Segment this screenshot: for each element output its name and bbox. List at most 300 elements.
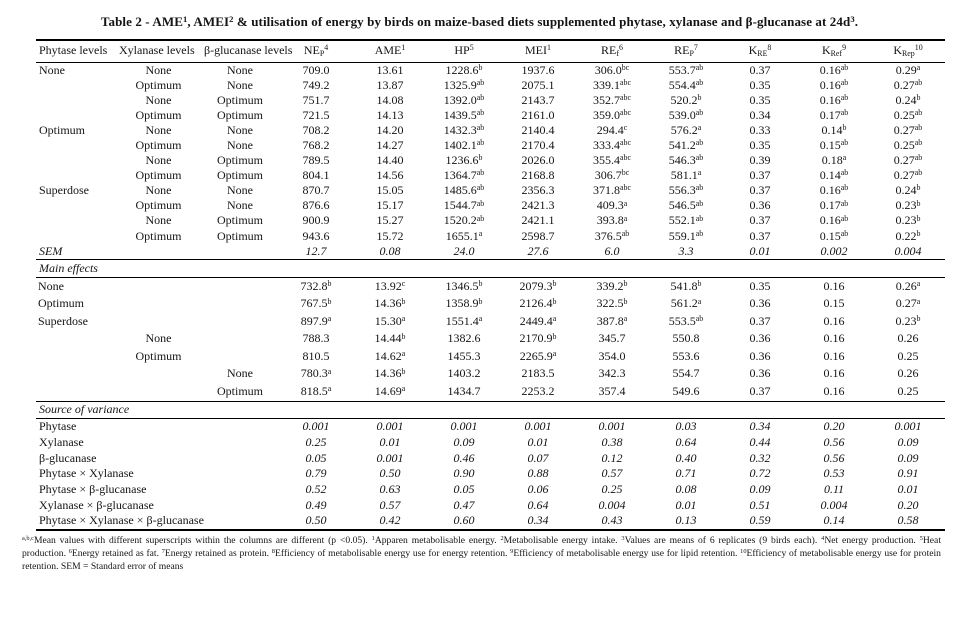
section-row-main-effects: [36, 260, 945, 278]
table-cell: 0.23$^b$: [895, 213, 921, 228]
table-cell: 0.53: [823, 466, 845, 481]
table-cell: None: [145, 92, 172, 107]
table-cell: 709.0: [302, 62, 330, 77]
row-label: [36, 153, 116, 168]
table-cell: 553.6: [672, 348, 700, 363]
table-cell: 0.56: [823, 450, 845, 465]
table-cell: 0.17$^{ab}$: [819, 198, 849, 213]
table-cell: 0.14$^{ab}$: [819, 168, 849, 183]
table-cell: 14.44$^b$: [374, 331, 406, 346]
table-cell: 0.36: [749, 331, 771, 346]
table-cell: None: [145, 153, 172, 168]
table-cell: None: [227, 137, 253, 152]
table-cell: None: [227, 198, 253, 213]
table-cell: 1485.6$^{ab}$: [443, 183, 485, 198]
table-cell: 768.2: [302, 137, 330, 152]
table-title: Table 2 - AME$^1$, AMEI$^2$ & utilisation of energy by birds on maize-based diets supplemented phytase, xylanase and β-glucanase at $24d^3$.: [100, 13, 859, 29]
column-header-levels: Xylanase levels: [116, 40, 201, 62]
table-cell: 0.09: [897, 435, 919, 450]
sem-row: [36, 244, 945, 260]
row-label: β-glucanase: [39, 450, 97, 465]
table-cell: 0.16$^{ab}$: [819, 77, 849, 92]
table-cell: 0.25: [305, 435, 327, 450]
table-cell: 352.7$^{abc}$: [593, 92, 631, 107]
column-header: $RE_P^7$: [649, 40, 723, 62]
table-cell: 0.39: [749, 153, 771, 168]
table-cell: 371.8$^{abc}$: [593, 183, 631, 198]
table-cell: 751.7: [302, 92, 330, 107]
table-row: [36, 348, 945, 366]
table-cell: 553.5$^{ab}$: [668, 313, 704, 328]
table-cell: 14.56: [376, 168, 404, 183]
table-cell: 1551.4$^a$: [445, 313, 483, 328]
table-cell: 0.08: [379, 243, 401, 258]
table-cell: 306.7$^{bc}$: [594, 168, 630, 183]
row-label: Xylanase: [39, 435, 84, 450]
table-cell: 0.42: [379, 513, 401, 528]
table-row: [36, 482, 945, 498]
table-cell: 0.13: [675, 513, 697, 528]
table-cell: 333.4$^{abc}$: [593, 137, 631, 152]
row-label: Superdose: [39, 183, 89, 198]
table-cell: 0.16: [823, 331, 845, 346]
column-header: $K_{Ref}^9$: [797, 40, 871, 62]
table-cell: [116, 296, 201, 314]
table-cell: 0.16$^{ab}$: [819, 92, 849, 107]
table-cell: 0.37: [749, 228, 771, 243]
table-cell: 943.6: [302, 228, 330, 243]
table-cell: 0.01: [379, 435, 401, 450]
column-header-levels: β-glucanase levels: [201, 40, 279, 62]
table-cell: 1358.9$^b$: [445, 296, 483, 311]
row-label: None: [39, 62, 65, 77]
table-cell: 0.05: [305, 450, 327, 465]
table-cell: 0.27$^{ab}$: [893, 153, 923, 168]
table-cell: 1403.2: [447, 366, 481, 381]
table-cell: 14.36$^b$: [374, 296, 406, 311]
table-cell: 0.16: [823, 366, 845, 381]
table-cell: 0.35: [749, 92, 771, 107]
table-cell: 15.27: [376, 213, 404, 228]
column-header: $RE_f^6$: [575, 40, 649, 62]
table-cell: 2143.7: [521, 92, 555, 107]
row-label: Phytase × Xylanase: [39, 466, 134, 481]
table-cell: 0.57: [601, 466, 623, 481]
table-cell: 0.26$^a$: [895, 278, 921, 293]
table-cell: 2265.9$^a$: [519, 348, 557, 363]
table-cell: 900.9: [302, 213, 330, 228]
table-cell: 0.09: [897, 450, 919, 465]
table-cell: 0.25: [897, 348, 919, 363]
row-label: None: [38, 278, 64, 293]
table-cell: 322.5$^b$: [596, 296, 628, 311]
table-cell: 0.01: [749, 243, 771, 258]
column-header: AME$^1$: [353, 40, 427, 62]
table-cell: 13.92$^c$: [374, 278, 406, 293]
table-cell: 15.17: [376, 198, 404, 213]
table-cell: 0.37: [749, 383, 771, 398]
row-label: [36, 108, 116, 123]
row-label: [36, 214, 116, 229]
column-header-levels: Phytase levels: [36, 40, 116, 62]
table-cell: 0.71: [675, 466, 697, 481]
row-label: [36, 331, 116, 349]
table-cell: 1236.6$^b$: [445, 153, 483, 168]
table-cell: 0.40: [675, 450, 697, 465]
table-cell: [201, 348, 279, 366]
table-cell: 0.44: [749, 435, 771, 450]
table-cell: 359.0$^{abc}$: [593, 107, 631, 122]
table-cell: 550.8: [672, 331, 700, 346]
table-row: [36, 169, 945, 184]
table-cell: 14.20: [376, 122, 404, 137]
table-cell: 0.001: [524, 419, 552, 434]
table-cell: 1432.3$^{ab}$: [443, 122, 485, 137]
table-cell: 0.34: [527, 513, 549, 528]
table-cell: 0.16: [823, 348, 845, 363]
table-cell: 0.15$^{ab}$: [819, 137, 849, 152]
table-cell: Optimum: [135, 107, 182, 122]
table-row: [36, 278, 945, 296]
table-cell: 541.8$^b$: [670, 278, 702, 293]
table-cell: Optimum: [135, 348, 182, 363]
row-label: Xylanase × β-glucanase: [39, 497, 154, 512]
table-cell: 1544.7$^{ab}$: [443, 198, 485, 213]
table-cell: 0.59: [749, 513, 771, 528]
table-cell: 556.3$^{ab}$: [668, 183, 704, 198]
table-cell: 0.15$^{ab}$: [819, 228, 849, 243]
column-header: $K_{RE}^8$: [723, 40, 797, 62]
table-cell: Optimum: [135, 77, 182, 92]
row-label: Phytase: [39, 419, 77, 434]
row-label: [36, 383, 116, 401]
table-cell: 0.36: [749, 198, 771, 213]
table-cell: 15.30$^a$: [374, 313, 406, 328]
row-label: SEM: [39, 243, 63, 258]
table-row: [36, 514, 945, 531]
table-cell: 0.27$^{ab}$: [893, 122, 923, 137]
table-row: [36, 451, 945, 467]
table-cell: 14.08: [376, 92, 404, 107]
table-cell: 2168.8: [521, 168, 555, 183]
table-cell: 0.35: [749, 137, 771, 152]
table-cell: 520.2$^b$: [670, 92, 702, 107]
table-cell: 355.4$^{abc}$: [593, 153, 631, 168]
table-header: [36, 40, 945, 62]
column-header: $HP^5$: [427, 40, 501, 62]
table-cell: 749.2: [302, 77, 330, 92]
row-label: [36, 366, 116, 384]
table-cell: 818.5$^a$: [300, 383, 332, 398]
table-cell: 0.49: [305, 497, 327, 512]
table-cell: 0.27$^{ab}$: [893, 77, 923, 92]
table-cell: 0.23$^b$: [895, 198, 921, 213]
table-cell: Optimum: [216, 107, 263, 122]
table-cell: 2140.4: [521, 122, 555, 137]
table-cell: 1937.6: [521, 62, 555, 77]
table-row: [36, 153, 945, 168]
table-row: [36, 214, 945, 229]
table-cell: 0.15: [823, 296, 845, 311]
table-cell: 0.57: [379, 497, 401, 512]
table-cell: 0.36: [749, 366, 771, 381]
table-cell: 0.07: [527, 450, 549, 465]
table-cell: 0.38: [601, 435, 623, 450]
row-label: [36, 229, 116, 244]
table-cell: 0.001: [450, 419, 478, 434]
table-cell: 0.52: [305, 482, 327, 497]
table-row: [36, 78, 945, 93]
table-cell: 0.05: [453, 482, 475, 497]
table-cell: 0.14: [823, 513, 845, 528]
table-cell: 2253.2: [521, 383, 555, 398]
table-cell: 6.0: [604, 243, 620, 258]
table-cell: 2183.5: [521, 366, 555, 381]
table-cell: 0.79: [305, 466, 327, 481]
table-cell: 409.3$^a$: [596, 198, 628, 213]
table-cell: 0.72: [749, 466, 771, 481]
table-cell: 2598.7: [521, 228, 555, 243]
table-cell: Optimum: [216, 383, 263, 398]
row-label: Superdose: [38, 313, 88, 328]
table-cell: 810.5: [302, 348, 330, 363]
table-cell: 2170.9$^b$: [519, 331, 557, 346]
table-cell: 0.34: [749, 419, 771, 434]
table-cell: 14.27: [376, 137, 404, 152]
row-label: Phytase × β-glucanase: [39, 482, 147, 497]
table-cell: Optimum: [135, 228, 182, 243]
table-cell: 0.37: [749, 213, 771, 228]
table-cell: 876.6: [302, 198, 330, 213]
table-cell: Optimum: [216, 168, 263, 183]
table-cell: 0.36: [749, 348, 771, 363]
table-cell: 0.16$^{ab}$: [819, 213, 849, 228]
table-cell: 0.64: [675, 435, 697, 450]
table-cell: 0.60: [453, 513, 475, 528]
table-cell: 0.36: [749, 296, 771, 311]
table-cell: Optimum: [135, 137, 182, 152]
table-cell: 0.16$^{ab}$: [819, 62, 849, 77]
table-cell: 780.3$^a$: [300, 366, 332, 381]
table-cell: 0.09: [453, 435, 475, 450]
table-cell: 1382.6: [447, 331, 481, 346]
table-cell: 0.37: [749, 183, 771, 198]
table-cell: 0.16$^{ab}$: [819, 183, 849, 198]
table-cell: None: [145, 122, 172, 137]
table-cell: 1655.1$^a$: [445, 228, 483, 243]
table-cell: 2356.3: [521, 183, 555, 198]
table-cell: 0.20: [823, 419, 845, 434]
table-cell: 0.004: [820, 497, 848, 512]
table-cell: 1455.3: [447, 348, 481, 363]
header-row: [36, 40, 945, 62]
table-row: [36, 229, 945, 244]
table-cell: 345.7: [598, 331, 626, 346]
table-cell: 0.33: [749, 122, 771, 137]
table-cell: 14.40: [376, 153, 404, 168]
table-body: [36, 62, 945, 530]
table-cell: 870.7: [302, 183, 330, 198]
table-cell: 0.11: [823, 482, 845, 497]
table-cell: [201, 331, 279, 349]
table-cell: 2170.4: [521, 137, 555, 152]
table-cell: 294.4$^c$: [596, 122, 628, 137]
table-cell: 0.64: [527, 497, 549, 512]
table-cell: 306.0$^{bc}$: [594, 62, 630, 77]
table-cell: 0.26: [897, 366, 919, 381]
table-cell: 376.5$^{ab}$: [594, 228, 630, 243]
footnotes: $^{a,b,c}$Mean values with different superscripts within the columns are different (p <0.05). $^1$Apparen metabolisable energy. $^2$Metabolisable energy intake. $^3$Values are means of 6 replicates (9 birds each). $^4$Net energy production. $^5$Heat production. $^6$Energy retained as fat. $^7$Energy retained as protein. $^8$Efficiency of metabolisable energy use for energy retention. $^9$Efficiency of metabolisable energy use for lipid retention. $^{10}$Efficiency of metabolisable energy use for protein retention. SEM = Standard error of means: [22, 535, 941, 572]
table-cell: 339.2$^b$: [596, 278, 628, 293]
row-label: Phytase × Xylanase × β-glucanase: [39, 513, 204, 528]
table-cell: 0.08: [675, 482, 697, 497]
row-label: Optimum: [39, 122, 86, 137]
table-cell: 1434.7: [447, 383, 481, 398]
table-cell: 0.43: [601, 513, 623, 528]
table-row: [36, 184, 945, 199]
table-cell: 546.5$^{ab}$: [668, 198, 704, 213]
table-cell: [201, 278, 279, 296]
table-cell: [116, 278, 201, 296]
table-cell: 0.004: [598, 497, 626, 512]
table-cell: 0.47: [453, 497, 475, 512]
table-cell: 789.5: [302, 153, 330, 168]
table-cell: 2421.3: [521, 198, 555, 213]
table-cell: 0.27$^a$: [895, 296, 921, 311]
row-label: [36, 348, 116, 366]
table-row: [36, 138, 945, 153]
table-cell: [201, 313, 279, 331]
table-cell: 0.56: [823, 435, 845, 450]
table-cell: 0.29$^a$: [895, 62, 921, 77]
table-cell: 2126.4$^b$: [519, 296, 557, 311]
table-row: [36, 435, 945, 451]
table-cell: Optimum: [135, 198, 182, 213]
table-cell: 559.1$^{ab}$: [668, 228, 704, 243]
table-cell: 15.72: [376, 228, 404, 243]
table-cell: 2026.0: [521, 153, 555, 168]
table-cell: 546.3$^{ab}$: [668, 153, 704, 168]
table-cell: 0.03: [675, 419, 697, 434]
table-cell: 0.34: [749, 107, 771, 122]
table-cell: 549.6: [672, 383, 700, 398]
table-cell: Optimum: [216, 153, 263, 168]
table-cell: 0.50: [379, 466, 401, 481]
table-cell: 0.37: [749, 168, 771, 183]
table-cell: 788.3: [302, 331, 330, 346]
table-cell: 342.3: [598, 366, 626, 381]
table-cell: 0.001: [894, 419, 922, 434]
table-row: [36, 366, 945, 384]
table-cell: 804.1: [302, 168, 330, 183]
table-cell: 721.5: [302, 107, 330, 122]
table-cell: [116, 383, 201, 401]
table-cell: 1520.2$^{ab}$: [443, 213, 485, 228]
table-cell: 13.61: [376, 62, 404, 77]
table-cell: 14.13: [376, 107, 404, 122]
table-cell: 1439.5$^{ab}$: [443, 107, 485, 122]
table-cell: 0.17$^{ab}$: [819, 107, 849, 122]
table-cell: 732.8$^b$: [300, 278, 332, 293]
table-cell: 1346.5$^b$: [445, 278, 483, 293]
table-cell: 0.50: [305, 513, 327, 528]
table-cell: 0.32: [749, 450, 771, 465]
table-cell: 0.27$^{ab}$: [893, 168, 923, 183]
table-cell: None: [227, 122, 253, 137]
table-cell: Optimum: [216, 92, 263, 107]
table-cell: 13.87: [376, 77, 404, 92]
table-cell: 0.22$^b$: [895, 228, 921, 243]
table-cell: 0.01: [897, 482, 919, 497]
table-cell: 541.2$^{ab}$: [668, 137, 704, 152]
table-row: [36, 296, 945, 314]
table-cell: 0.09: [749, 482, 771, 497]
table-cell: None: [145, 213, 172, 228]
table-cell: 24.0: [453, 243, 475, 258]
table-cell: None: [145, 62, 172, 77]
table-cell: 0.88: [527, 466, 549, 481]
table-cell: 0.01: [527, 435, 549, 450]
table-row: [36, 313, 945, 331]
row-label: [36, 93, 116, 108]
table-cell: 0.06: [527, 482, 549, 497]
table-cell: 576.2$^a$: [670, 122, 702, 137]
table-cell: 554.4$^{ab}$: [668, 77, 704, 92]
table-cell: 0.24$^b$: [895, 183, 921, 198]
table-row: [36, 123, 945, 138]
table-row: [36, 62, 945, 78]
data-table: [36, 39, 945, 531]
table-row: [36, 331, 945, 349]
table-cell: 539.0$^{ab}$: [668, 107, 704, 122]
table-cell: 0.37: [749, 313, 771, 328]
table-cell: 0.16: [823, 313, 845, 328]
column-header: $NE_P^4$: [279, 40, 353, 62]
table-row: [36, 199, 945, 214]
table-cell: [116, 313, 201, 331]
section-row-source-of-variance: [36, 401, 945, 419]
table-cell: 897.9$^a$: [300, 313, 332, 328]
table-cell: 0.58: [897, 513, 919, 528]
table-cell: None: [227, 62, 253, 77]
table-cell: Optimum: [216, 228, 263, 243]
table-cell: 1402.1$^{ab}$: [443, 137, 485, 152]
table-cell: 552.1$^{ab}$: [668, 213, 704, 228]
table-cell: 0.16: [823, 278, 845, 293]
table-cell: 0.35: [749, 77, 771, 92]
table-cell: 581.1$^a$: [670, 168, 702, 183]
table-cell: 15.05: [376, 183, 404, 198]
row-label: [36, 78, 116, 93]
table-row: [36, 93, 945, 108]
table-cell: 14.36$^b$: [374, 366, 406, 381]
table-cell: 2161.0: [521, 107, 555, 122]
table-cell: 2449.4$^a$: [519, 313, 557, 328]
row-label: [36, 169, 116, 184]
table-cell: 0.01: [675, 497, 697, 512]
table-cell: 339.1$^{abc}$: [593, 77, 631, 92]
table-cell: 393.8$^a$: [596, 213, 628, 228]
table-cell: 354.0: [598, 348, 626, 363]
table-row: [36, 108, 945, 123]
table-cell: None: [227, 77, 253, 92]
table-cell: 0.14$^b$: [821, 122, 847, 137]
table-cell: 1364.7$^{ab}$: [443, 168, 485, 183]
table-cell: 0.001: [598, 419, 626, 434]
table-cell: 0.35: [749, 278, 771, 293]
table-cell: 12.7: [305, 243, 327, 258]
table-cell: 14.62$^a$: [374, 348, 406, 363]
